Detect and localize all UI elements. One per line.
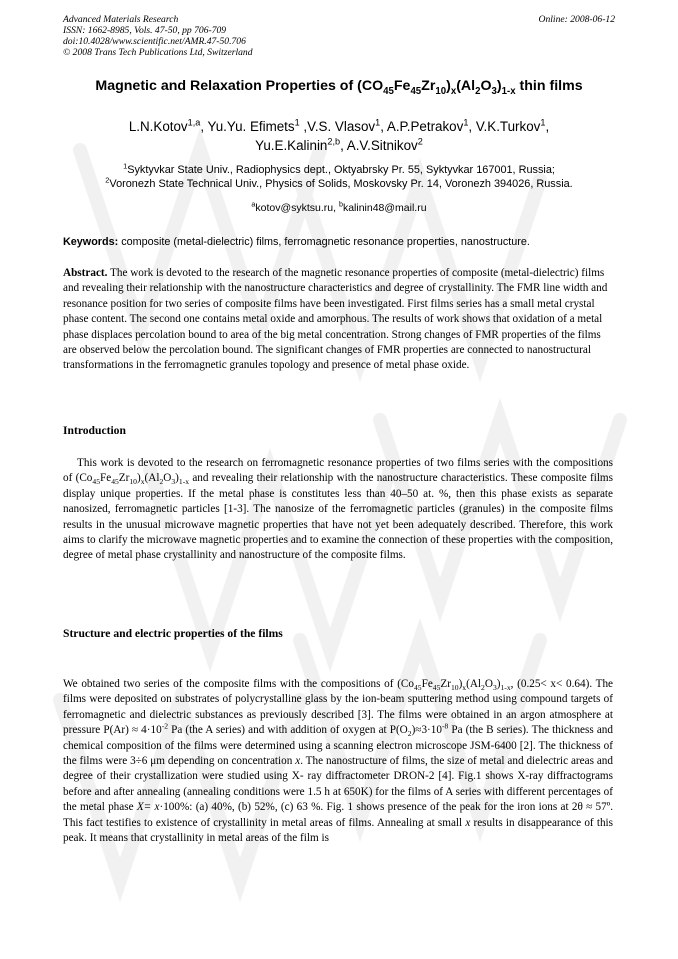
doi-line: doi:10.4028/www.scientific.net/AMR.47-50.706 [63, 35, 246, 47]
email-kalinin: kalinin48@mail.ru [342, 202, 427, 214]
author-list: L.N.Kotov$^{1,a}$, Yu.Yu. Efimets$^1$ ,V.S. Vlasov$^1$, A.P.Petrakov$^1$, V.K.Turkov$^1$, Yu.E.Kalinin$^{2,b}$, A.V.Sitnikov$^2$ [128, 117, 550, 153]
structure-paragraph: We obtained two series of the composite films with the compositions of $(Co_{45}Fe_{45}Zr_{10})_x(Al_2O_3)_{1-x}$, (0.25< x< 0.64). The films were deposited on substrates of polycrystalline glass by the ion-beam sputtering method using compound targets of ferromagnetic and dielectric substances as previously described [3]. The films were obtained in an argon atmosphere at pressure $P(Ar) \approx 4\cdot 10^{-2}$ Pa (the A series) and with addition of oxygen at $P(O_2)\approx 3\cdot 10^{-8}$ Pa (the B series). The thickness and chemical composition of the films were determined using a scanning electron microscope JSM-6400 [2]. The thickness of the films were 3÷6 μm depending on concentration x. The nanostructure of films, the size of metal and dielectric areas and degree of their crystallization were studied using X- ray diffractometer DRON-2 [4]. Fig.1 shows X-ray diffractograms before and after annealing (annealing conditions were 1.5 h at 650K) for the films of A series with different percentages of the metal phase X= x·100%: (a) 40%, (b) 52%, (c) 63 %. Fig. 1 shows presence of the peak for the iron ions at 2θ ≈ 57º. This fact testifies to existence of crystallinity in metal areas of films. Annealing at small x results in disappearance of this peak. It means that crystallinity in metal areas of the film is [63, 678, 614, 845]
journal-name: Advanced Materials Research [63, 14, 179, 25]
email-kotov: kotov@syktsu.ru, [255, 202, 339, 214]
paper-title: Magnetic and Relaxation Properties of $(CO_{45}Fe_{45}Zr_{10})_x(Al_2O_3)_{1-x}$ thin films [95, 78, 583, 97]
abstract [63, 266, 613, 374]
abstract-label: Abstract. [63, 267, 108, 279]
affiliations [40, 163, 638, 192]
affiliation-1: $^1$Syktyvkar State Univ., Radiophysics dept., Oktyabrsky Pr. 55, Syktyvkar 167001, Russia; [123, 161, 555, 176]
copyright-line: © 2008 Trans Tech Publications Ltd, Switzerland [63, 46, 253, 58]
keywords-text: composite (metal-dielectric) films, ferromagnetic resonance properties, nanostructure. [118, 236, 530, 248]
journal-header [63, 15, 423, 59]
issn-line: ISSN: 1662-8985, Vols. 47-50, pp 706-709 [63, 24, 227, 36]
affiliation-2: $^2$Voronezh State Technical Univ., Physics of Solids, Moskovsky Pr. 14, Voronezh 394026, Russia. [105, 175, 573, 191]
abstract-text: The work is devoted to the research of the magnetic resonance properties of composite (metal-dielectric) films and revealing their relationship with the nanostructure characteristics and degree of crystallinity. The FMR line width and resonance position for two series of composite films have been investigated. First films series has a small metal crystal phase content. The second one contains metal oxide and amorphous. The results of work shows that oxidation of a metal phase displaces percolation bound to area of the big metal concentration. Strong changes of FMR properties of the films are observed below the percolation bound. The significant changes of FMR properties are connected to nanostructural transformations in the ferromagnetic granules topology and presence of metal phase oxide. [63, 267, 608, 372]
online-date: Online: 2008-06-12 [538, 14, 615, 25]
introduction-heading: Introduction [63, 424, 126, 437]
keywords-label: Keywords: [63, 236, 119, 248]
keywords [63, 236, 623, 248]
introduction-paragraph: This work is devoted to the research on ferromagnetic resonance properties of two films series with the compositions of $(Co_{45}Fe_{45}Zr_{10})_x(Al_2O_3)_{1-x}$ and revealing their relationship with the nanostructure characteristics. These composite films display unique properties. If the metal phase is constitutes less than 40–50 at. %, then this phase exists as separate nanosized, ferromagnetic particles [1-3]. The nanosize of the ferromagnetic particles (granules) in the composite films results in the unusual microwave magnetic properties that have not yet been adequately described. Therefore, this work aims to clarify the microwave magnetic properties and to examine the connection of these properties with the composition, degree of metal phase crystallinity and nanostructure of the composite films. [63, 457, 613, 562]
structure-heading: Structure and electric properties of the films [63, 627, 283, 640]
email-line: $^a$kotov@syktsu.ru, $^b$kalinin48@mail.ru [251, 200, 427, 214]
